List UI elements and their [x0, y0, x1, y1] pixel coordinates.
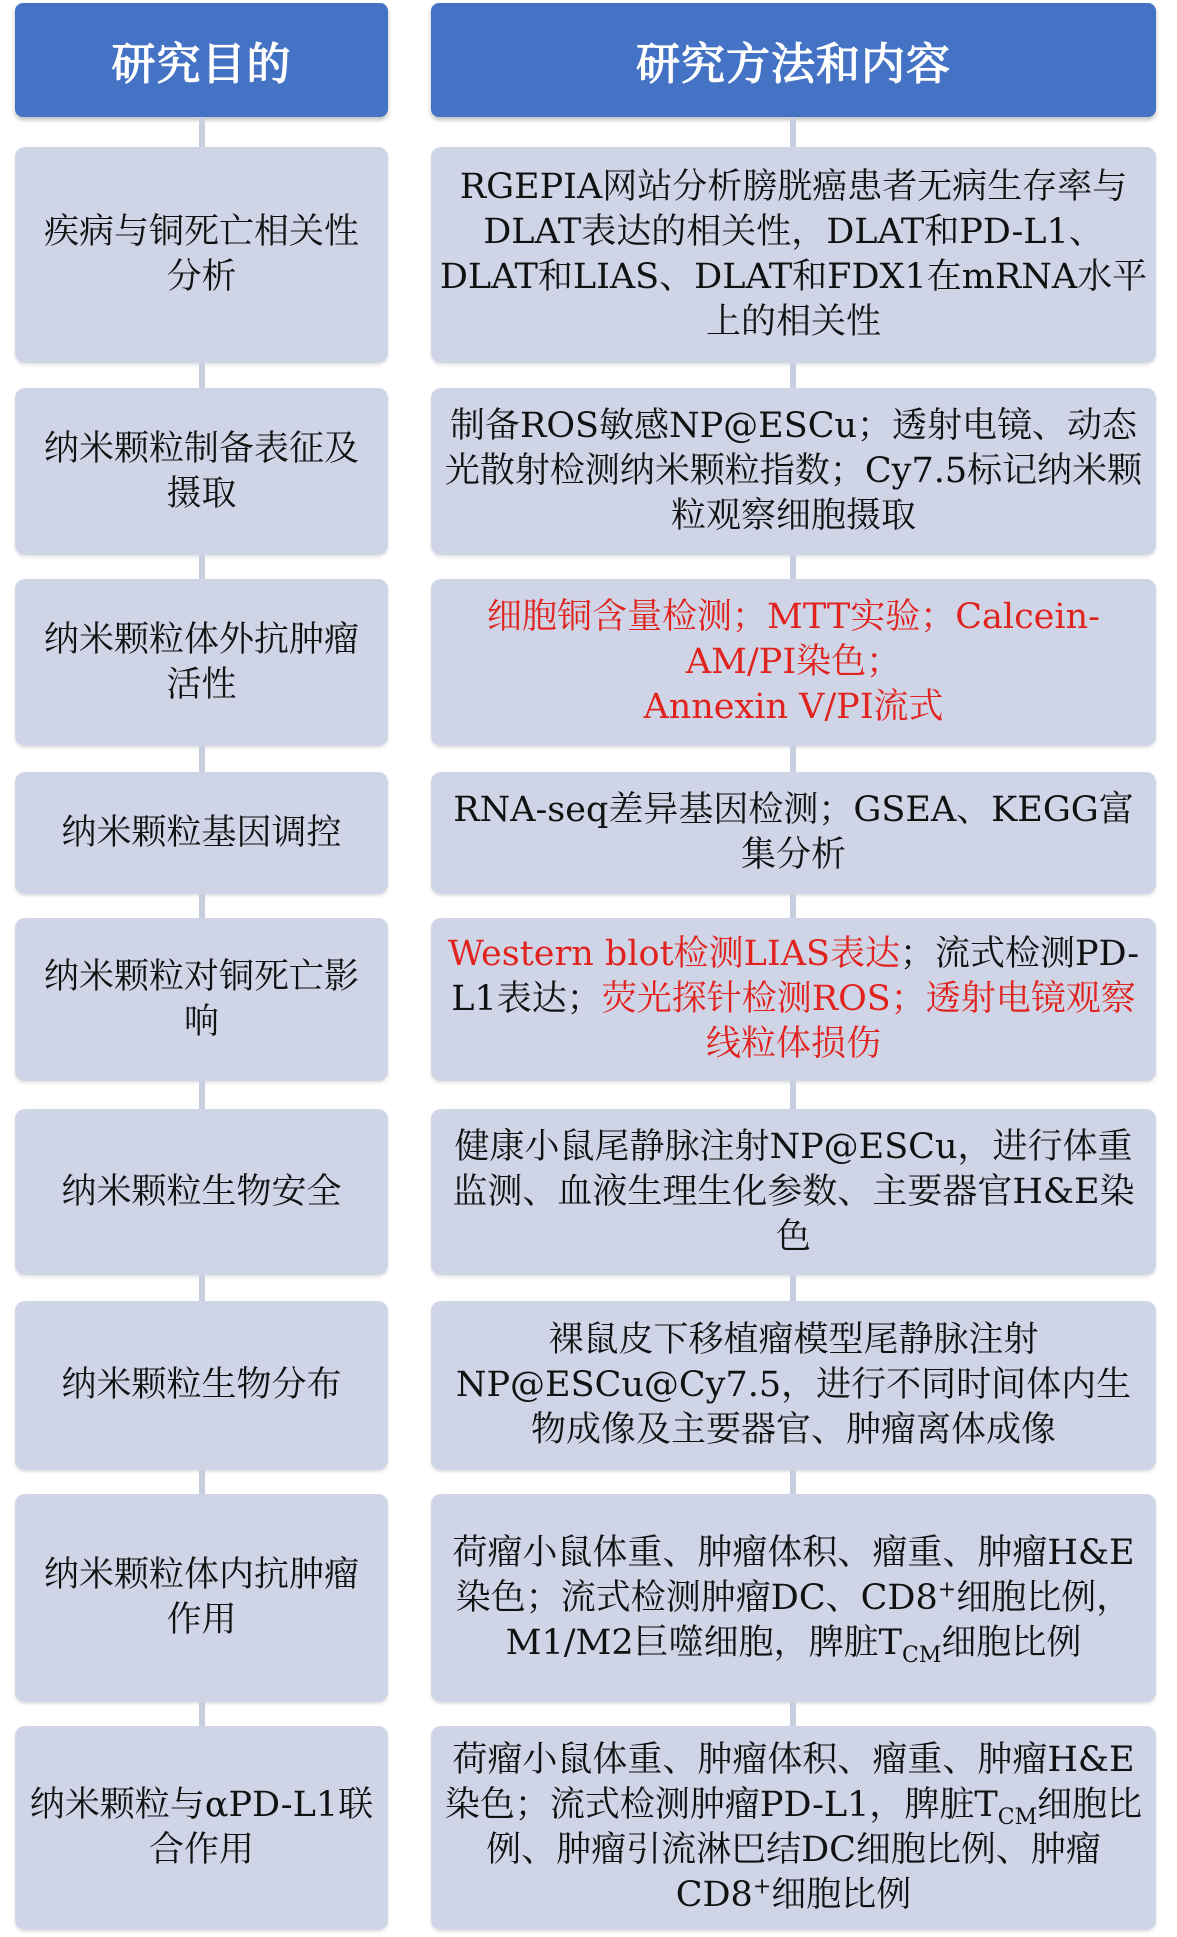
- purpose-box-5: [15, 918, 388, 1081]
- purpose-box-8: [15, 1494, 388, 1702]
- method-box-7: [431, 1301, 1156, 1470]
- purpose-box-4: [15, 772, 388, 894]
- method-text-segment: 制备ROS敏感NP@ESCu；透射电镜、动态光散射检测纳米颗粒指数；Cy7.5标记纳米颗粒观察细胞摄取: [444, 406, 1143, 536]
- method-text-segment: 裸鼠皮下移植瘤模型尾静脉注射NP@ESCu@Cy7.5，进行不同时间体内生物成像及主要器官、肿瘤离体成像: [455, 1320, 1132, 1450]
- method-text-segment: 细胞比例，M1/M2巨噬细胞，脾脏T: [505, 1577, 1132, 1663]
- purpose-box-1: [15, 147, 388, 363]
- method-box-8: [431, 1494, 1156, 1702]
- purpose-text: 纳米颗粒基因调控: [61, 812, 342, 853]
- method-box-6: [431, 1109, 1156, 1275]
- method-box-2: [431, 388, 1156, 555]
- connector-line: [199, 363, 205, 388]
- connector-line: [790, 117, 796, 147]
- method-text-segment: Annexin V/PI流式: [643, 687, 944, 727]
- method-text-segment: RGEPIA网站分析膀胱癌患者无病生存率与DLAT表达的相关性，DLAT和PD-L1、DLAT和LIAS、DLAT和FDX1在mRNA水平上的相关性: [439, 167, 1148, 342]
- connector-line: [199, 555, 205, 579]
- method-text-segment: CM: [997, 1805, 1038, 1830]
- connector-line: [790, 1081, 796, 1109]
- header-research-purpose: 研究目的: [15, 3, 388, 117]
- method-text-segment: CM: [901, 1642, 942, 1668]
- purpose-text: 纳米颗粒体外抗肿瘤活性: [43, 619, 359, 705]
- purpose-text: 纳米颗粒对铜死亡影响: [43, 956, 359, 1042]
- method-text-segment: 细胞比例、肿瘤引流淋巴结DC细胞比例、肿瘤CD8: [486, 1785, 1143, 1915]
- method-text-segment: ；流式检测PD-L1表达；: [451, 934, 1140, 1019]
- connector-line: [199, 1275, 205, 1301]
- connector-line: [199, 1081, 205, 1109]
- purpose-text: 纳米颗粒制备表征及摄取: [43, 428, 359, 514]
- purpose-text: 纳米颗粒体内抗肿瘤作用: [43, 1555, 359, 1640]
- connector-line: [199, 894, 205, 918]
- connector-line: [790, 894, 796, 918]
- purpose-box-9: [15, 1726, 388, 1930]
- method-text-segment: 荧光探针检测ROS；透射电镜观察线粒体损伤: [601, 979, 1136, 1064]
- method-text-segment: Western blot检测LIAS表达: [447, 934, 900, 974]
- purpose-text: 疾病与铜死亡相关性分析: [43, 212, 359, 297]
- connector-line: [790, 746, 796, 772]
- method-text-segment: 健康小鼠尾静脉注射NP@ESCu，进行体重监测、血液生理生化参数、主要器官H&E染色: [452, 1126, 1135, 1257]
- method-text-segment: +: [937, 1576, 957, 1602]
- method-text: [439, 595, 1148, 730]
- method-text: [439, 1318, 1148, 1453]
- method-box-1: [431, 147, 1156, 363]
- method-text: [439, 788, 1148, 878]
- purpose-text: 纳米颗粒与αPD-L1联合作用: [29, 1785, 374, 1870]
- connector-line: [790, 1702, 796, 1726]
- method-box-9: [431, 1726, 1156, 1930]
- purpose-text: 纳米颗粒生物分布: [61, 1365, 342, 1405]
- method-box-4: [431, 772, 1156, 894]
- method-box-3: [431, 579, 1156, 746]
- purpose-box-2: [15, 388, 388, 555]
- method-text-segment: +: [752, 1874, 772, 1900]
- method-text-segment: 细胞比例: [941, 1622, 1082, 1663]
- connector-line: [199, 1702, 205, 1726]
- method-text-segment: RNA-seq差异基因检测；GSEA、KEGG富集分析: [453, 790, 1134, 875]
- purpose-box-6: [15, 1109, 388, 1275]
- method-box-5: [431, 918, 1156, 1081]
- purpose-box-3: [15, 579, 388, 746]
- connector-line: [790, 1470, 796, 1494]
- method-text-segment: 荷瘤小鼠体重、肿瘤体积、瘤重、肿瘤H&E染色；流式检测肿瘤PD-L1，脾脏T: [444, 1740, 1135, 1825]
- connector-line: [790, 555, 796, 579]
- method-text-segment: 细胞比例: [771, 1875, 912, 1915]
- connector-line: [199, 1470, 205, 1494]
- method-text-segment: 细胞铜含量检测；MTT实验；Calcein-AM/PI染色；: [487, 597, 1100, 682]
- connector-line: [790, 363, 796, 388]
- method-text: [439, 1125, 1148, 1260]
- method-text: [439, 165, 1148, 345]
- connector-line: [199, 746, 205, 772]
- purpose-text: 纳米颗粒生物安全: [61, 1171, 342, 1212]
- method-text: [439, 1738, 1148, 1918]
- purpose-box-7: [15, 1301, 388, 1470]
- method-text: [439, 404, 1148, 539]
- connector-line: [199, 117, 205, 147]
- method-text: [439, 932, 1148, 1067]
- header-research-methods: 研究方法和内容: [431, 3, 1156, 117]
- method-text-segment: 荷瘤小鼠体重、肿瘤体积、瘤重、肿瘤H&E染色；流式检测肿瘤DC、CD8: [452, 1532, 1135, 1618]
- connector-line: [790, 1275, 796, 1301]
- method-text: [439, 1531, 1148, 1666]
